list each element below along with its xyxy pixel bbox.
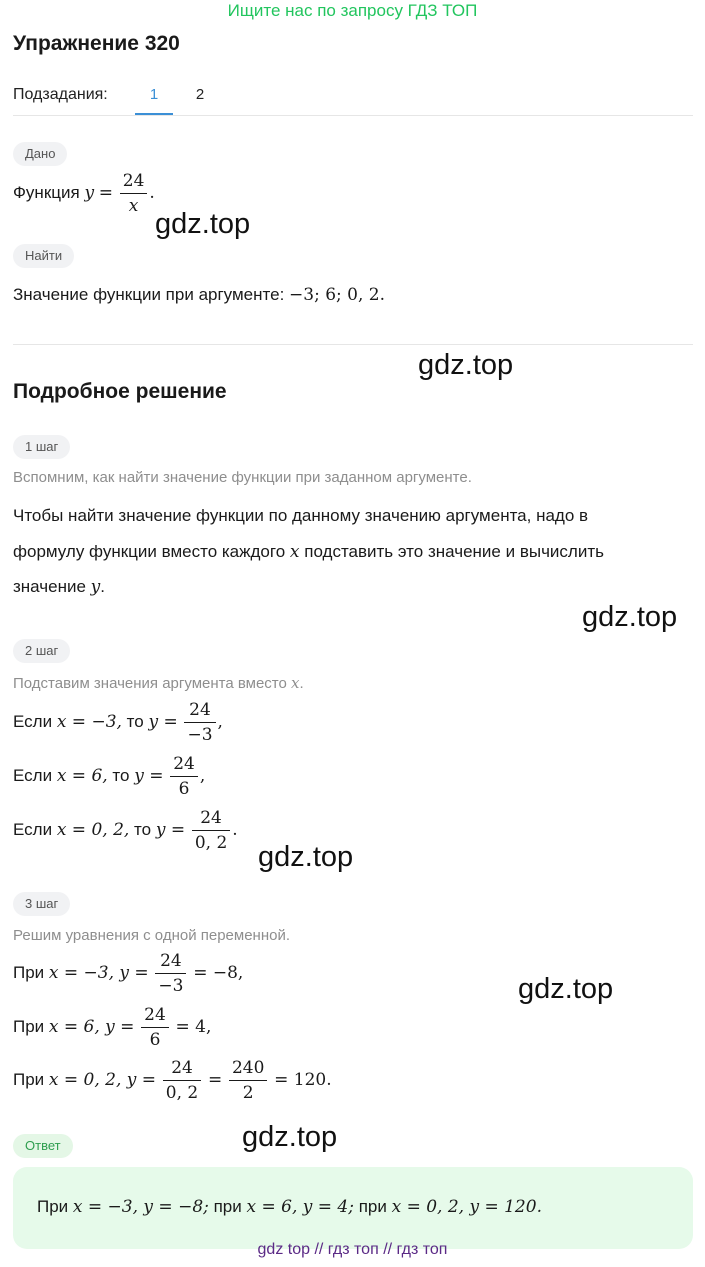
step1-line3-a: значение: [13, 577, 86, 596]
subtasks-label: Подзадания:: [13, 86, 108, 103]
watermark: gdz.top: [582, 601, 678, 633]
answer-m2: x = 6, y = 4;: [246, 1197, 354, 1217]
given-fraction: [120, 171, 148, 216]
row-lhs: x = −3,: [56, 711, 122, 732]
row-mid: =: [207, 1069, 223, 1090]
row-numerator: 24: [192, 808, 230, 831]
answer-text: [37, 1197, 542, 1217]
find-chip: Найти: [13, 244, 74, 268]
row-if: Если: [13, 819, 53, 839]
row-fraction: [141, 1005, 169, 1050]
answer-p1: При: [37, 1197, 69, 1216]
row-rest: = 120.: [274, 1069, 332, 1090]
step1-line1: Чтобы найти значение функции по данному значению аргумента, надо в: [13, 506, 589, 525]
given-denominator: x: [128, 196, 139, 216]
row-lhs: x = 6,: [56, 765, 108, 786]
row-to: то: [112, 765, 130, 785]
step3-chip: 3 шаг: [13, 892, 70, 916]
row-denominator-2: 2: [242, 1083, 254, 1103]
row-numerator: 24: [184, 700, 215, 723]
row-pri: При: [13, 1016, 45, 1036]
answer-p2: при: [213, 1197, 242, 1216]
top-banner: Ищите нас по запросу ГДЗ ТОП: [227, 1, 478, 20]
step1-line2-x: x: [289, 542, 300, 562]
row-rest: = −8,: [193, 962, 244, 983]
row-numerator-2: 240: [229, 1058, 267, 1081]
row-denominator: 6: [178, 779, 190, 799]
watermark: gdz.top: [155, 208, 251, 240]
answer-chip: Ответ: [13, 1134, 73, 1158]
row-y: y =: [134, 765, 164, 786]
given-end: .: [149, 182, 155, 203]
row-fraction: [184, 700, 215, 745]
step1-line2-a: формулу функции вместо каждого: [13, 542, 286, 561]
row-end: ,: [217, 711, 223, 732]
row-lhs: x = 0, 2,: [56, 819, 130, 840]
row-numerator: 24: [155, 951, 186, 974]
row-fraction: [163, 1058, 201, 1103]
row-to: то: [126, 711, 144, 731]
row-if: Если: [13, 765, 53, 785]
step2-hint-b: .: [299, 675, 304, 692]
step2-hint-a: Подставим значения аргумента вместо: [13, 675, 287, 692]
step1-hint: Вспомним, как найти значение функции при заданном аргументе.: [13, 469, 472, 486]
row-pri: При: [13, 962, 45, 982]
row-fraction: [170, 754, 198, 799]
row-lhs: x = −3, y =: [48, 962, 149, 983]
answer-p3: при: [358, 1197, 387, 1216]
row-fraction-2: [229, 1058, 267, 1103]
step3-hint: Решим уравнения с одной переменной.: [13, 927, 291, 944]
row-denominator: −3: [187, 725, 213, 745]
row-y: y =: [155, 819, 186, 840]
find-label: Значение функции при аргументе:: [13, 285, 285, 304]
watermark: gdz.top: [258, 841, 354, 873]
row-to: то: [134, 819, 152, 839]
tabs-divider: [13, 115, 693, 116]
step3-row-2: [13, 1005, 211, 1050]
given-eq: =: [98, 182, 114, 203]
row-fraction: [155, 951, 186, 996]
given-chip: Дано: [13, 142, 67, 166]
step3-row-1: [13, 951, 243, 996]
tab-subtask-2[interactable]: 2: [195, 86, 205, 103]
row-pri: При: [13, 1069, 45, 1089]
row-lhs: x = 0, 2, y =: [48, 1069, 157, 1090]
row-denominator: 0, 2: [194, 833, 228, 853]
page-title: Упражнение 320: [13, 32, 180, 55]
tab-subtask-1[interactable]: 1: [149, 86, 159, 103]
section-divider: [13, 344, 693, 345]
given-function: [13, 171, 155, 216]
step2-hint: [13, 674, 304, 692]
step1-line2-b: подставить это значение и вычислить: [304, 542, 604, 561]
step1-chip: 1 шаг: [13, 435, 70, 459]
given-y: y: [84, 182, 95, 203]
footer-links[interactable]: gdz top // гдз топ // гдз топ: [257, 1241, 448, 1258]
step1-line3-b: .: [100, 577, 105, 596]
watermark: gdz.top: [242, 1121, 338, 1153]
solution-title: Подробное решение: [13, 380, 227, 403]
row-numerator: 24: [163, 1058, 201, 1081]
step1-line3-y: y: [90, 577, 101, 597]
row-denominator: 0, 2: [165, 1083, 199, 1103]
row-y: y =: [148, 711, 178, 732]
watermark: gdz.top: [518, 973, 614, 1005]
row-rest: = 4,: [175, 1016, 212, 1037]
step2-row-1: [13, 700, 223, 745]
given-prefix: Функция: [13, 182, 80, 202]
row-if: Если: [13, 711, 53, 731]
row-lhs: x = 6, y =: [48, 1016, 135, 1037]
step2-hint-x: x: [291, 674, 300, 692]
answer-m1: x = −3, y = −8;: [72, 1197, 209, 1217]
step2-row-3: [13, 808, 238, 853]
row-end: ,: [199, 765, 206, 786]
step2-row-2: [13, 754, 205, 799]
active-tab-underline: [135, 113, 173, 115]
row-numerator: 24: [170, 754, 198, 777]
row-denominator: 6: [149, 1030, 161, 1050]
find-text: [13, 285, 385, 305]
answer-m3: x = 0, 2, y = 120.: [391, 1197, 542, 1217]
step2-chip: 2 шаг: [13, 639, 70, 663]
given-numerator: 24: [120, 171, 148, 194]
row-numerator: 24: [141, 1005, 169, 1028]
row-denominator: −3: [158, 976, 184, 996]
watermark: gdz.top: [418, 349, 514, 381]
step3-row-3: [13, 1058, 332, 1103]
row-end: .: [232, 819, 238, 840]
step1-line3: [13, 577, 105, 597]
find-values: −3; 6; 0, 2.: [289, 285, 386, 305]
step1-line2: [13, 542, 604, 562]
row-fraction: [192, 808, 230, 853]
